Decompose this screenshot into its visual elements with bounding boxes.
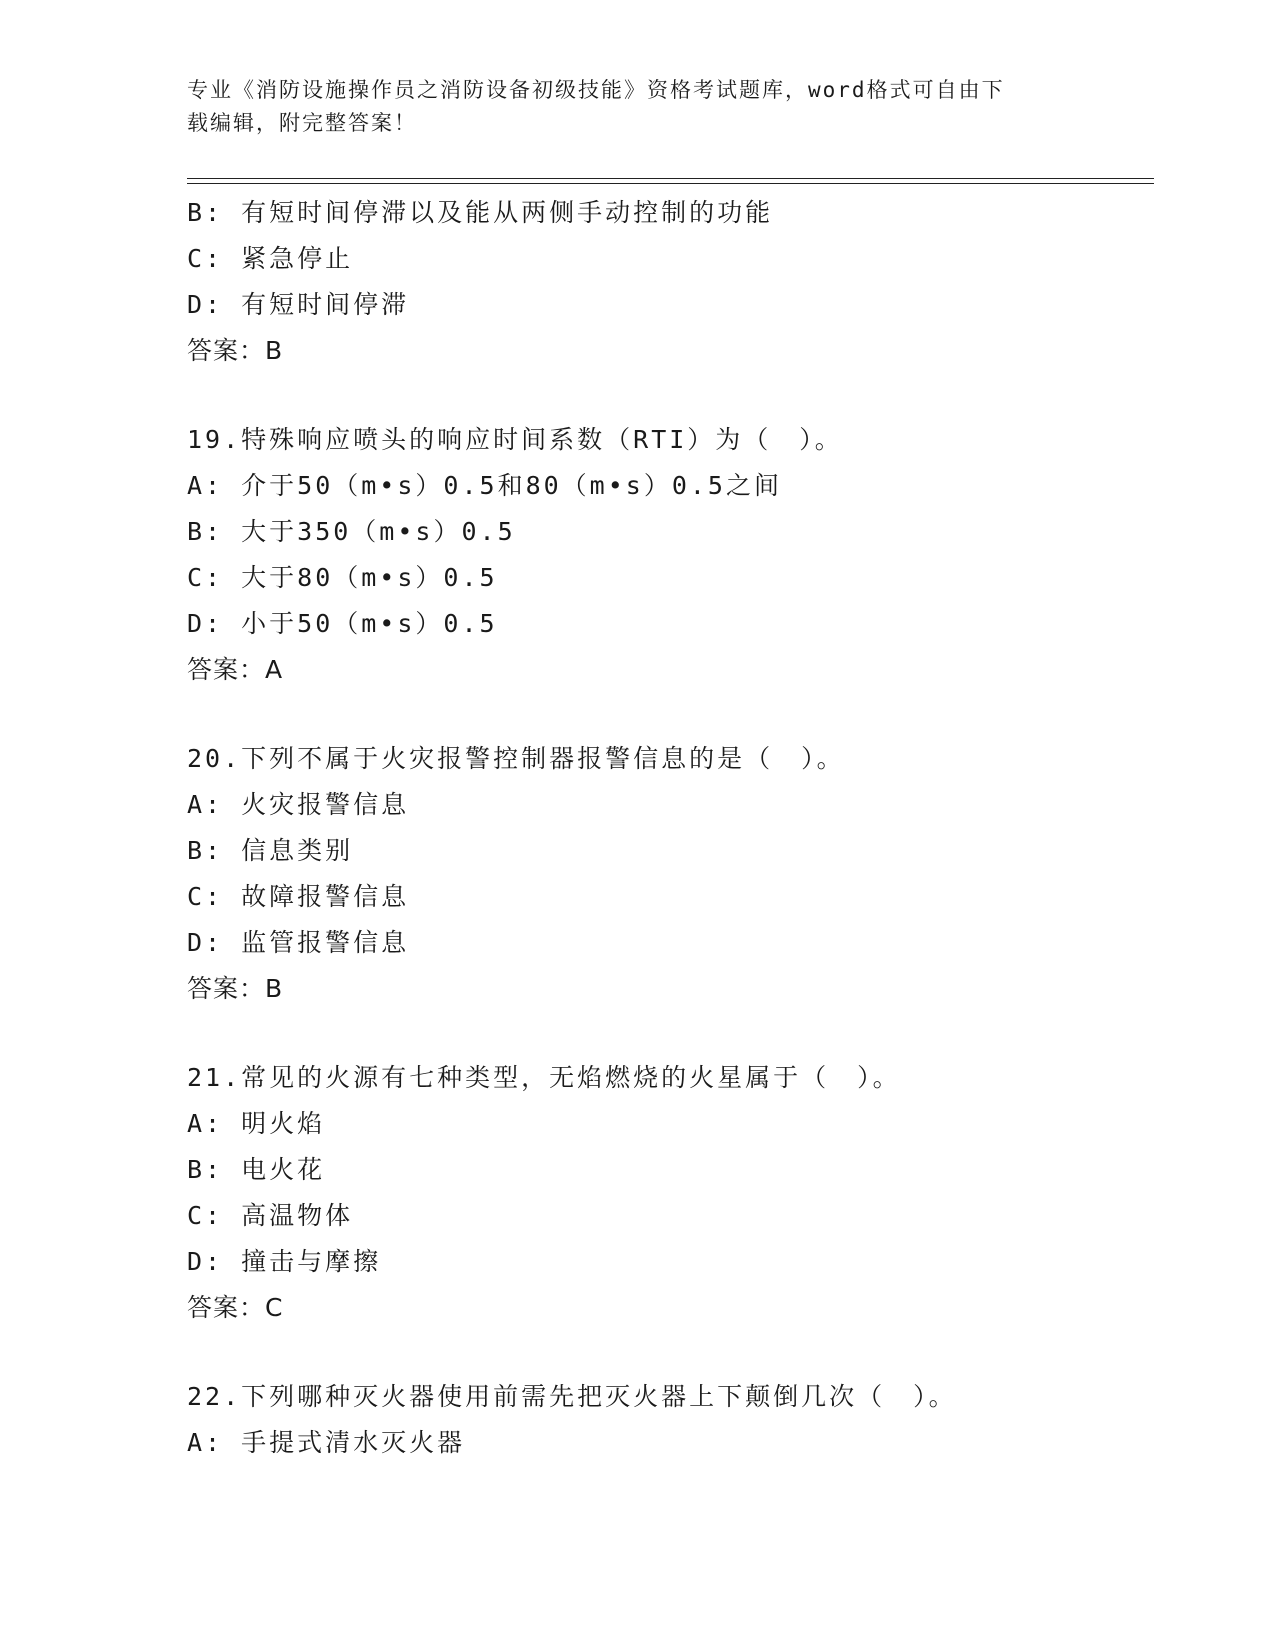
document-header xyxy=(187,74,1067,140)
q19-question: 19.特殊响应喷头的响应时间系数（RTI）为（ ）。 xyxy=(187,425,843,454)
header-title-line-2: 载编辑，附完整答案！ xyxy=(187,111,417,135)
header-title-line-1: 专业《消防设施操作员之消防设备初级技能》资格考试题库，word格式可自由下 xyxy=(187,78,1005,102)
header-divider-bottom xyxy=(187,183,1154,184)
question-18-block xyxy=(187,190,1147,374)
spacer xyxy=(187,1012,1147,1055)
q19-option-b: B: 大于350（m•s）0.5 xyxy=(187,517,516,546)
q21-option-d: D: 撞击与摩擦 xyxy=(187,1247,382,1276)
q19-answer: 答案：A xyxy=(187,655,284,684)
q21-option-c: C: 高温物体 xyxy=(187,1201,354,1230)
q20-question: 20.下列不属于火灾报警控制器报警信息的是（ ）。 xyxy=(187,744,845,773)
question-20-block xyxy=(187,736,1147,1012)
q20-option-b: B: 信息类别 xyxy=(187,836,354,865)
q20-option-c: C: 故障报警信息 xyxy=(187,882,410,911)
q21-answer: 答案：C xyxy=(187,1293,284,1322)
q21-option-b: B: 电火花 xyxy=(187,1155,326,1184)
question-list xyxy=(187,190,1147,1466)
q18-option-c: C: 紧急停止 xyxy=(187,244,354,273)
q19-option-d: D: 小于50（m•s）0.5 xyxy=(187,609,498,638)
spacer xyxy=(187,374,1147,417)
q22-question: 22.下列哪种灭火器使用前需先把灭火器上下颠倒几次（ ）。 xyxy=(187,1382,957,1411)
q18-answer: 答案：B xyxy=(187,336,284,365)
q20-answer: 答案：B xyxy=(187,974,284,1003)
q20-option-d: D: 监管报警信息 xyxy=(187,928,410,957)
question-19-block xyxy=(187,417,1147,693)
q20-option-a: A: 火灾报警信息 xyxy=(187,790,410,819)
q19-option-a: A: 介于50（m•s）0.5和80（m•s）0.5之间 xyxy=(187,471,782,500)
spacer xyxy=(187,693,1147,736)
q18-option-b: B: 有短时间停滞以及能从两侧手动控制的功能 xyxy=(187,198,774,227)
question-22-block xyxy=(187,1374,1147,1466)
spacer xyxy=(187,1331,1147,1374)
q19-option-c: C: 大于80（m•s）0.5 xyxy=(187,563,498,592)
q21-option-a: A: 明火焰 xyxy=(187,1109,326,1138)
q22-option-a: A: 手提式清水灭火器 xyxy=(187,1428,466,1457)
q18-option-d: D: 有短时间停滞 xyxy=(187,290,410,319)
q21-question: 21.常见的火源有七种类型，无焰燃烧的火星属于（ ）。 xyxy=(187,1063,901,1092)
question-21-block xyxy=(187,1055,1147,1331)
header-divider-top xyxy=(187,178,1154,179)
